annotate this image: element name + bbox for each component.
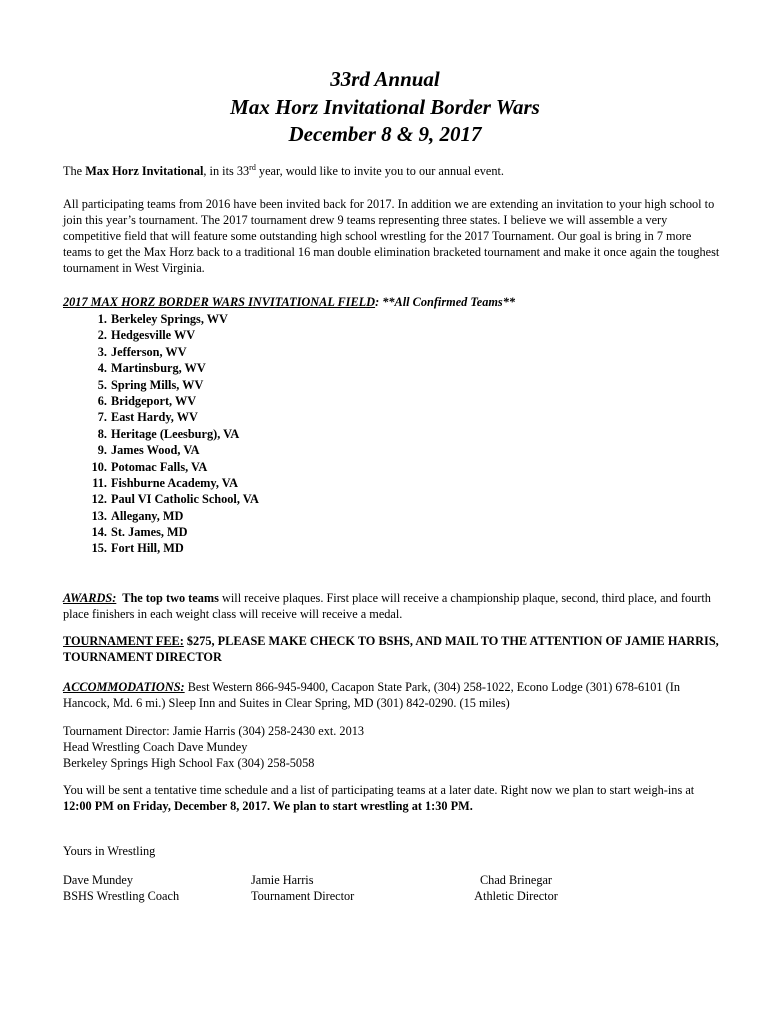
awards-label: AWARDS:	[63, 591, 117, 605]
signature-name: Chad Brinegar	[479, 873, 553, 887]
signature-block	[471, 872, 561, 904]
team-list-item	[63, 475, 259, 491]
team-name: Paul VI Catholic School, VA	[111, 492, 259, 507]
field-heading	[63, 294, 723, 310]
intro-superscript: rd	[249, 162, 256, 172]
team-list-item	[63, 459, 259, 475]
team-number: 7.	[97, 410, 107, 425]
team-name: Martinsburg, WV	[111, 361, 206, 376]
team-number: 9.	[97, 443, 107, 458]
schedule-text: You will be sent a tentative time schedule and a list of participating teams at a later date. Right now we plan to start weigh-ins at	[63, 783, 695, 797]
team-list-item	[63, 344, 259, 360]
signature-name: Jamie Harris	[251, 873, 314, 887]
team-number: 10.	[91, 459, 107, 474]
team-list-item	[63, 524, 259, 540]
fee-label: TOURNAMENT FEE:	[63, 634, 184, 648]
signature-role: BSHS Wrestling Coach	[63, 889, 180, 903]
signature-role: Tournament Director	[251, 889, 355, 903]
team-name: Fishburne Academy, VA	[111, 475, 238, 490]
team-name: Potomac Falls, VA	[111, 459, 208, 474]
invitation-paragraph: All participating teams from 2016 have been invited back for 2017. In addition we are extending an invitation to your high school to join this year’s tournament. The 2017 tournament drew 9 teams representing three states. I believe we will assemble a very competitive field that will feature some outstanding high school wrestling for the 2017 Tournament. Our goal is bring in 7 more teams to get the Max Horz back to a traditional 16 man double elimination bracketed tournament and make it once again the toughest tournament in West Virginia.	[63, 197, 720, 275]
team-number: 14.	[91, 525, 107, 540]
team-list-item	[63, 377, 259, 393]
accommodations-label: ACCOMMODATIONS:	[63, 680, 185, 694]
team-number: 4.	[97, 361, 107, 376]
contact-line: Tournament Director: Jamie Harris (304) 258-2430 ext. 2013	[63, 724, 365, 738]
signature-block	[251, 872, 354, 904]
team-list-item	[63, 393, 259, 409]
team-list-item	[63, 360, 259, 376]
team-name: East Hardy, WV	[111, 410, 198, 425]
accommodations-paragraph	[63, 679, 723, 711]
team-number: 6.	[97, 393, 107, 408]
contacts-block	[63, 723, 723, 771]
closing-line: Yours in Wrestling	[63, 844, 156, 858]
team-number: 11.	[92, 475, 107, 490]
field-heading-note: : **All Confirmed Teams**	[375, 295, 516, 309]
intro-paragraph	[63, 163, 723, 179]
team-number: 3.	[97, 344, 107, 359]
contact-line: Berkeley Springs High School Fax (304) 258-5058	[63, 756, 315, 770]
field-heading-title: 2017 MAX HORZ BORDER WARS INVITATIONAL FIELD	[63, 295, 376, 309]
team-list-item	[63, 508, 259, 524]
team-number: 1.	[97, 312, 107, 326]
intro-suffix: year, would like to invite you to our annual event.	[255, 164, 504, 178]
team-number: 13.	[91, 508, 107, 523]
team-list-item	[63, 491, 259, 507]
team-name: Fort Hill, MD	[111, 541, 184, 556]
title-line-2: Max Horz Invitational Border Wars	[230, 95, 540, 119]
team-name: Allegany, MD	[111, 508, 184, 523]
contact-line: Head Wrestling Coach Dave Mundey	[63, 740, 248, 754]
team-number: 2.	[97, 328, 107, 343]
awards-paragraph	[63, 590, 723, 622]
signature-name: Dave Mundey	[63, 873, 134, 887]
accommodations-text: Best Western 866-945-9400, Cacapon State Park, (304) 258-1022, Econo Lodge (301) 678-6101 (In Hancock, Md. 6 mi.) Sleep Inn and Suites in Clear Spring, MD (301) 842-0290. (15 miles)	[63, 680, 680, 710]
intro-mid: , in its 33	[203, 164, 250, 178]
team-number: 15.	[91, 541, 107, 556]
awards-text: will receive plaques. First place will receive a championship plaque, second, third place, and fourth place finishers in each weight class will receive will receive a medal.	[63, 591, 711, 621]
team-name: Bridgeport, WV	[111, 393, 197, 408]
team-name: James Wood, VA	[111, 443, 200, 458]
team-list-item	[63, 442, 259, 458]
title-line-3: December 8 & 9, 2017	[288, 122, 482, 146]
team-name: Jefferson, WV	[111, 344, 187, 359]
team-list-item	[63, 426, 259, 442]
awards-bold-text: The top two teams	[116, 591, 219, 605]
team-list-item	[63, 409, 259, 425]
schedule-bold-text: 12:00 PM on Friday, December 8, 2017. We plan to start wrestling at 1:30 PM.	[63, 799, 473, 813]
team-name: Berkeley Springs, WV	[111, 312, 228, 326]
team-name: Hedgesville WV	[111, 328, 196, 343]
signature-block	[63, 872, 179, 904]
team-name: St. James, MD	[111, 525, 188, 540]
fee-text: $275, PLEASE MAKE CHECK TO BSHS, AND MAIL TO THE ATTENTION OF JAMIE HARRIS, TOURNAMENT DIRECTOR	[63, 634, 719, 664]
team-list-item	[63, 540, 259, 556]
signature-role: Athletic Director	[474, 889, 558, 903]
intro-event-name: Max Horz Invitational	[85, 164, 204, 178]
fee-paragraph	[63, 633, 723, 665]
team-number: 5.	[97, 377, 107, 392]
team-name: Heritage (Leesburg), VA	[111, 426, 240, 441]
intro-prefix: The	[63, 164, 86, 178]
team-name: Spring Mills, WV	[111, 377, 204, 392]
title-line-1: 33rd Annual	[330, 67, 440, 91]
team-number: 12.	[91, 492, 107, 507]
team-list-item	[63, 327, 259, 343]
team-list	[63, 311, 259, 557]
schedule-paragraph	[63, 782, 723, 814]
team-number: 8.	[97, 426, 107, 441]
team-list-item	[63, 311, 259, 327]
